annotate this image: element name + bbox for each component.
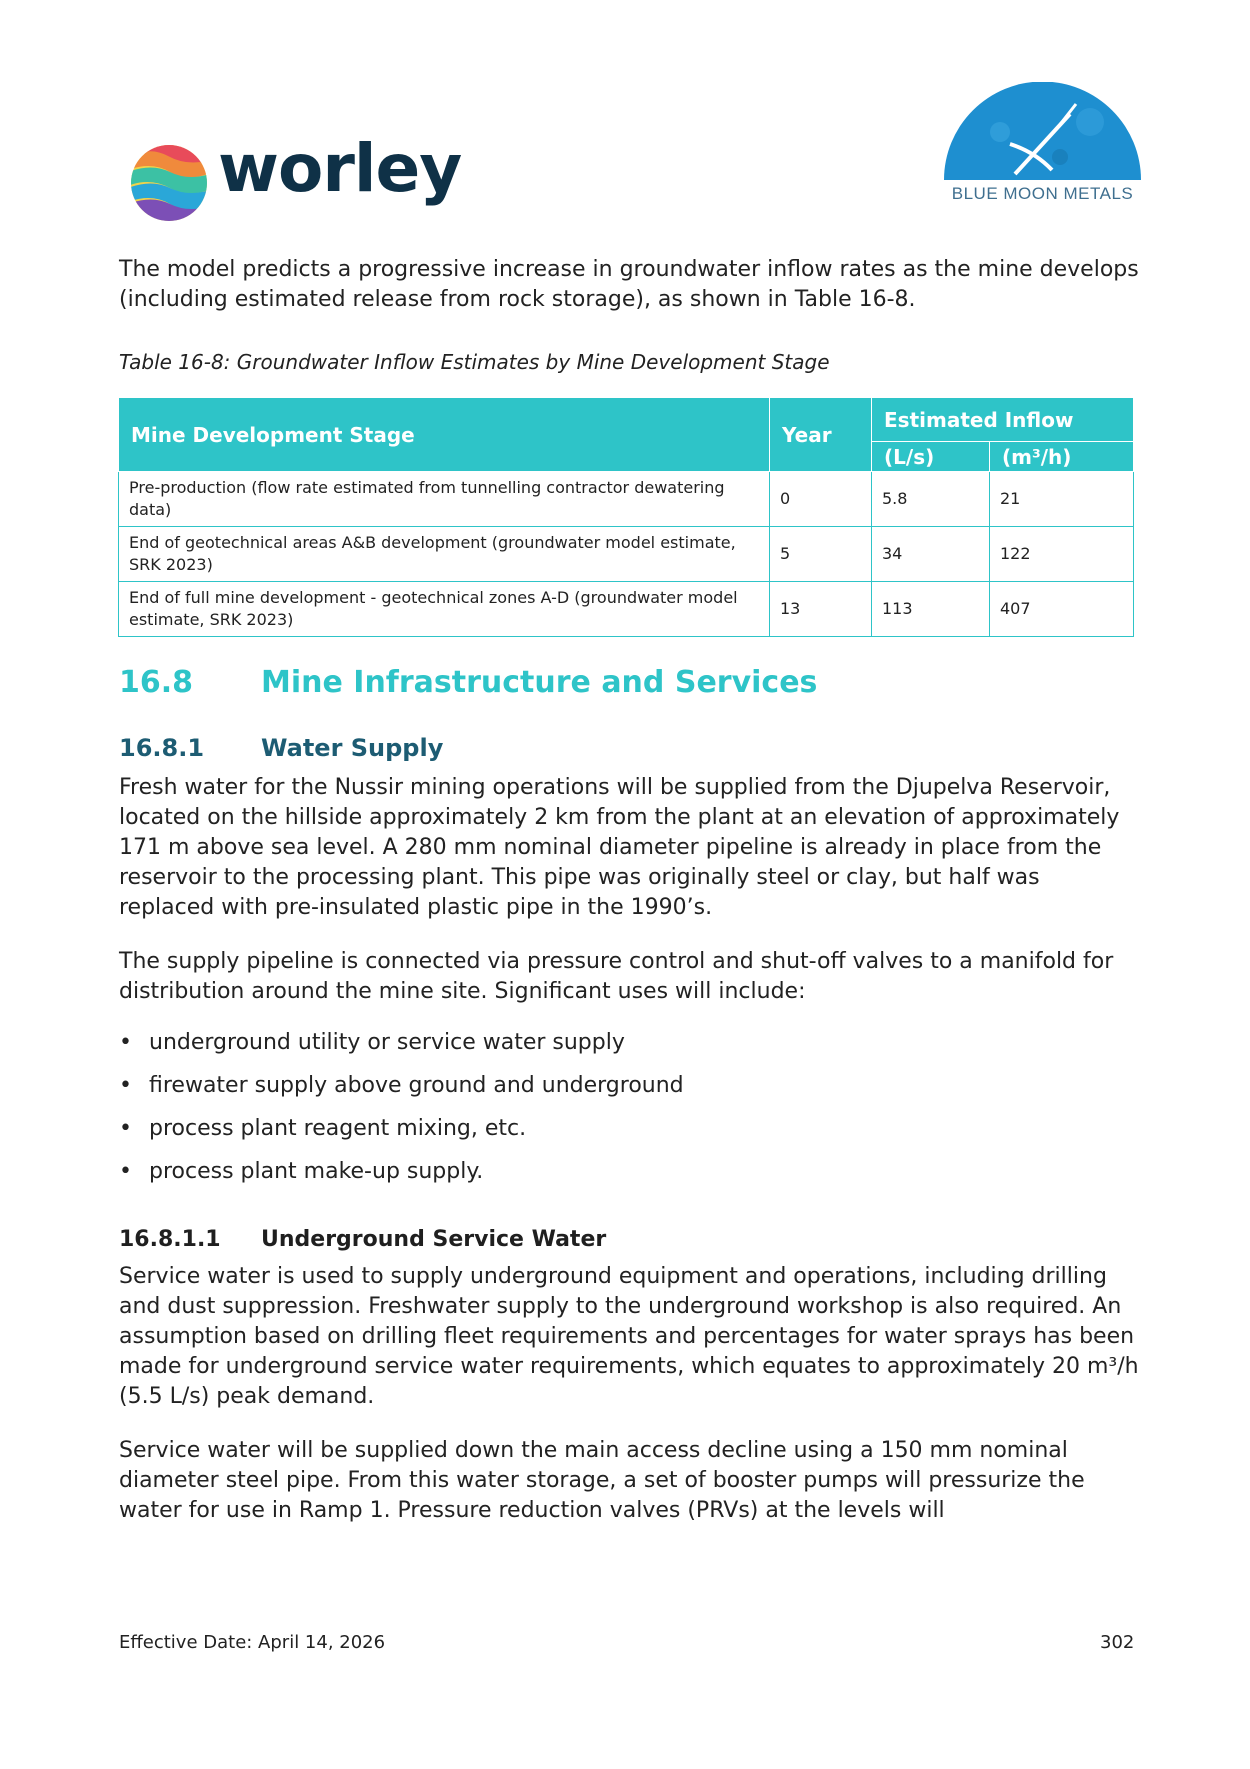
header-m3h: (m³/h) [990, 442, 1134, 472]
cell-ls: 113 [872, 582, 990, 637]
water-uses-list [119, 1028, 684, 1200]
cell-year: 5 [770, 527, 872, 582]
section-title: Water Supply [261, 734, 444, 762]
worley-logo [128, 130, 468, 228]
worley-swirl-icon [128, 142, 210, 224]
blue-moon-metals-logo [940, 82, 1145, 207]
groundwater-inflow-table [118, 397, 1134, 637]
water-supply-paragraph-1: Fresh water for the Nussir mining operations will be supplied from the Djupelva Reservoir, located on the hillside approximately 2 km from the plant at an elevation of approximately 171 m above sea level. A 280 mm nominal diameter pipeline is already in place from the reservoir to the processing plant. This pipe was originally steel or clay, but half was replaced with pre-insulated plastic pipe in the 1990’s. [119, 775, 1120, 920]
cell-stage: End of geotechnical areas A&B development (groundwater model estimate, SRK 2023) [119, 527, 770, 582]
section-title: Underground Service Water [261, 1227, 607, 1252]
moon-icon [940, 82, 1145, 182]
intro-paragraph: The model predicts a progressive increase in groundwater inflow rates as the mine develops (including estimated release from rock storage), as shown in Table 16-8. [119, 257, 1139, 312]
cell-year: 0 [770, 472, 872, 527]
table-row [119, 472, 1134, 527]
cell-ls: 34 [872, 527, 990, 582]
header-stage: Mine Development Stage [119, 398, 770, 472]
section-number: 16.8.1.1 [119, 1227, 221, 1252]
list-item: • underground utility or service water supply [119, 1030, 625, 1055]
cell-stage: Pre-production (flow rate estimated from tunnelling contractor dewatering data) [119, 472, 770, 527]
cell-stage: End of full mine development - geotechnical zones A-D (groundwater model estimate, SRK 2023) [119, 582, 770, 637]
header-year: Year [770, 398, 872, 472]
header-estimated-inflow: Estimated Inflow [872, 398, 1134, 442]
header-ls: (L/s) [872, 442, 990, 472]
table-row [119, 582, 1134, 637]
list-item: • process plant reagent mixing, etc. [119, 1116, 527, 1141]
cell-m3h: 21 [990, 472, 1134, 527]
blue-moon-metals-wordmark: BLUE MOON METALS [951, 184, 1134, 203]
table-row [119, 527, 1134, 582]
cell-m3h: 407 [990, 582, 1134, 637]
section-heading-16-8 [119, 665, 817, 700]
section-title: Mine Infrastructure and Services [261, 665, 818, 700]
section-number: 16.8.1 [119, 734, 205, 762]
footer-effective-date: Effective Date: April 14, 2026 [119, 1632, 386, 1653]
section-heading-16-8-1 [119, 734, 443, 762]
list-item: • process plant make-up supply. [119, 1159, 484, 1184]
service-water-paragraph-2: Service water will be supplied down the main access decline using a 150 mm nominal diameter steel pipe. From this water storage, a set of booster pumps will pressurize the water for use in Ramp 1. Pressure reduction valves (PRVs) at the levels will [119, 1438, 1085, 1523]
footer-page-number: 302 [1100, 1632, 1135, 1653]
list-item: • firewater supply above ground and underground [119, 1073, 684, 1098]
water-supply-paragraph-2: The supply pipeline is connected via pressure control and shut-off valves to a manifold for distribution around the mine site. Significant uses will include: [119, 949, 1114, 1004]
cell-m3h: 122 [990, 527, 1134, 582]
service-water-paragraph-1: Service water is used to supply underground equipment and operations, including drilling and dust suppression. Freshwater supply to the underground workshop is also required. An assumption based on drilling fleet requirements and percentages for water sprays has been made for underground service water requirements, which equates to approximately 20 m³/h (5.5 L/s) peak demand. [119, 1264, 1139, 1409]
cell-ls: 5.8 [872, 472, 990, 527]
worley-wordmark: worley [218, 130, 462, 207]
table-caption: Table 16-8: Groundwater Inflow Estimates by Mine Development Stage [119, 350, 830, 374]
section-number: 16.8 [119, 665, 194, 700]
cell-year: 13 [770, 582, 872, 637]
section-heading-16-8-1-1 [119, 1227, 606, 1252]
